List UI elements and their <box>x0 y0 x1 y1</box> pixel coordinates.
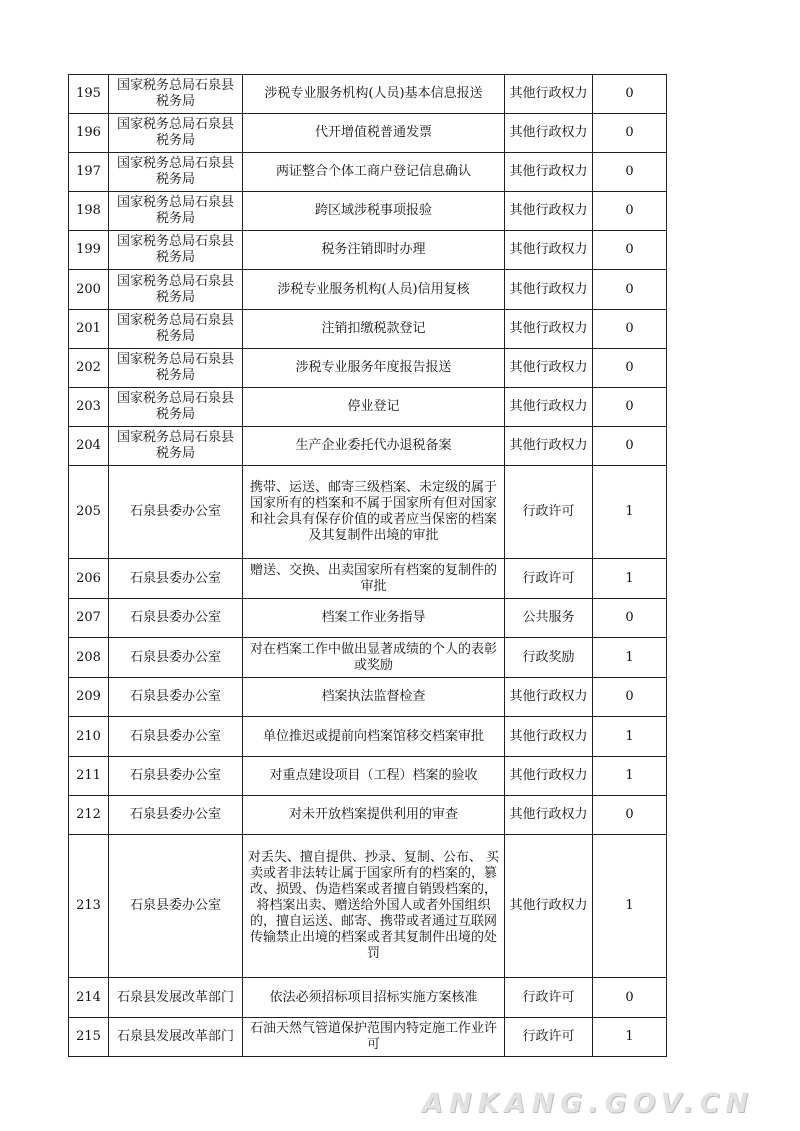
table-row <box>69 75 667 114</box>
row-number: 204 <box>69 427 109 466</box>
row-number: 208 <box>69 638 109 678</box>
matters-table-body <box>69 75 667 1057</box>
department-name: 石泉县委办公室 <box>109 717 243 757</box>
matter-name: 跨区域涉税事项报验 <box>243 192 505 231</box>
row-number: 202 <box>69 349 109 388</box>
power-type: 其他行政权力 <box>505 835 593 978</box>
matter-name: 生产企业委托代办退税备案 <box>243 427 505 466</box>
power-type: 其他行政权力 <box>505 231 593 270</box>
row-number: 211 <box>69 757 109 796</box>
matter-name: 携带、运送、邮寄三级档案、未定级的属于国家所有的档案和不属于国家所有但对国家和社会具有保存价值的或者应当保密的档案及其复制件出境的审批 <box>243 466 505 559</box>
flag-value: 1 <box>593 559 667 599</box>
flag-value: 1 <box>593 638 667 678</box>
flag-value: 0 <box>593 270 667 310</box>
table-row <box>69 349 667 388</box>
matter-name: 档案工作业务指导 <box>243 599 505 638</box>
row-number: 200 <box>69 270 109 310</box>
power-type: 其他行政权力 <box>505 75 593 114</box>
department-name: 国家税务总局石泉县税务局 <box>109 231 243 270</box>
table-row <box>69 678 667 717</box>
matter-name: 对重点建设项目（工程）档案的验收 <box>243 757 505 796</box>
flag-value: 1 <box>593 717 667 757</box>
power-type: 行政许可 <box>505 1018 593 1057</box>
power-type: 其他行政权力 <box>505 153 593 192</box>
flag-value: 1 <box>593 466 667 559</box>
table-row <box>69 978 667 1018</box>
table-row <box>69 796 667 835</box>
row-number: 197 <box>69 153 109 192</box>
power-type: 其他行政权力 <box>505 678 593 717</box>
power-type: 其他行政权力 <box>505 192 593 231</box>
department-name: 国家税务总局石泉县税务局 <box>109 114 243 153</box>
power-type: 其他行政权力 <box>505 796 593 835</box>
flag-value: 0 <box>593 75 667 114</box>
table-row <box>69 192 667 231</box>
flag-value: 0 <box>593 599 667 638</box>
table-row <box>69 559 667 599</box>
matter-name: 对丢失、擅自提供、抄录、复制、公布、 买卖或者非法转让属于国家所有的档案的，篡改、损毁、伪造档案或者擅自销毁档案的， 将档案出卖、赠送给外国人或者外国组织的，擅自运送、邮寄、携带或者通过互联网传输禁止出境的档案或者其复制件出境的处罚 <box>243 835 505 978</box>
flag-value: 0 <box>593 153 667 192</box>
row-number: 206 <box>69 559 109 599</box>
matter-name: 停业登记 <box>243 388 505 427</box>
department-name: 国家税务总局石泉县税务局 <box>109 427 243 466</box>
table-row <box>69 757 667 796</box>
power-type: 其他行政权力 <box>505 310 593 349</box>
department-name: 国家税务总局石泉县税务局 <box>109 388 243 427</box>
table-row <box>69 153 667 192</box>
flag-value: 0 <box>593 231 667 270</box>
flag-value: 0 <box>593 310 667 349</box>
row-number: 196 <box>69 114 109 153</box>
row-number: 209 <box>69 678 109 717</box>
table-row <box>69 231 667 270</box>
matter-name: 代开增值税普通发票 <box>243 114 505 153</box>
power-type: 行政许可 <box>505 466 593 559</box>
row-number: 213 <box>69 835 109 978</box>
matters-table <box>68 74 667 1057</box>
department-name: 石泉县委办公室 <box>109 796 243 835</box>
power-type: 其他行政权力 <box>505 717 593 757</box>
flag-value: 0 <box>593 796 667 835</box>
flag-value: 0 <box>593 427 667 466</box>
department-name: 国家税务总局石泉县税务局 <box>109 349 243 388</box>
row-number: 215 <box>69 1018 109 1057</box>
power-type: 公共服务 <box>505 599 593 638</box>
table-row <box>69 388 667 427</box>
matter-name: 注销扣缴税款登记 <box>243 310 505 349</box>
row-number: 210 <box>69 717 109 757</box>
table-row <box>69 270 667 310</box>
flag-value: 0 <box>593 349 667 388</box>
row-number: 195 <box>69 75 109 114</box>
power-type: 其他行政权力 <box>505 270 593 310</box>
department-name: 石泉县委办公室 <box>109 638 243 678</box>
department-name: 石泉县发展改革部门 <box>109 1018 243 1057</box>
matter-name: 单位推迟或提前向档案馆移交档案审批 <box>243 717 505 757</box>
table-row <box>69 599 667 638</box>
department-name: 石泉县发展改革部门 <box>109 978 243 1018</box>
flag-value: 1 <box>593 1018 667 1057</box>
row-number: 201 <box>69 310 109 349</box>
flag-value: 0 <box>593 114 667 153</box>
flag-value: 0 <box>593 388 667 427</box>
table-row <box>69 114 667 153</box>
row-number: 205 <box>69 466 109 559</box>
table-row <box>69 835 667 978</box>
matter-name: 赠送、交换、出卖国家所有档案的复制件的审批 <box>243 559 505 599</box>
matter-name: 石油天然气管道保护范围内特定施工作业许可 <box>243 1018 505 1057</box>
matter-name: 税务注销即时办理 <box>243 231 505 270</box>
matter-name: 对在档案工作中做出显著成绩的个人的表彰或奖励 <box>243 638 505 678</box>
row-number: 198 <box>69 192 109 231</box>
row-number: 199 <box>69 231 109 270</box>
power-type: 行政许可 <box>505 978 593 1018</box>
department-name: 国家税务总局石泉县税务局 <box>109 75 243 114</box>
power-type: 其他行政权力 <box>505 427 593 466</box>
matter-name: 对未开放档案提供利用的审查 <box>243 796 505 835</box>
table-row <box>69 638 667 678</box>
power-type: 行政许可 <box>505 559 593 599</box>
department-name: 石泉县委办公室 <box>109 835 243 978</box>
matter-name: 涉税专业服务年度报告报送 <box>243 349 505 388</box>
department-name: 国家税务总局石泉县税务局 <box>109 153 243 192</box>
matter-name: 两证整合个体工商户登记信息确认 <box>243 153 505 192</box>
flag-value: 1 <box>593 835 667 978</box>
row-number: 207 <box>69 599 109 638</box>
matter-name: 涉税专业服务机构(人员)基本信息报送 <box>243 75 505 114</box>
table-row <box>69 310 667 349</box>
power-type: 其他行政权力 <box>505 388 593 427</box>
site-watermark: ANKANG.GOV.CN <box>422 1088 754 1119</box>
row-number: 203 <box>69 388 109 427</box>
flag-value: 0 <box>593 978 667 1018</box>
department-name: 石泉县委办公室 <box>109 559 243 599</box>
department-name: 国家税务总局石泉县税务局 <box>109 310 243 349</box>
row-number: 212 <box>69 796 109 835</box>
power-type: 其他行政权力 <box>505 349 593 388</box>
flag-value: 1 <box>593 757 667 796</box>
flag-value: 0 <box>593 678 667 717</box>
department-name: 石泉县委办公室 <box>109 599 243 638</box>
matter-name: 涉税专业服务机构(人员)信用复核 <box>243 270 505 310</box>
power-type: 其他行政权力 <box>505 757 593 796</box>
department-name: 石泉县委办公室 <box>109 757 243 796</box>
table-row <box>69 1018 667 1057</box>
power-type: 行政奖励 <box>505 638 593 678</box>
table-row <box>69 427 667 466</box>
table-row <box>69 466 667 559</box>
table-row <box>69 717 667 757</box>
power-type: 其他行政权力 <box>505 114 593 153</box>
matter-name: 档案执法监督检查 <box>243 678 505 717</box>
flag-value: 0 <box>593 192 667 231</box>
row-number: 214 <box>69 978 109 1018</box>
department-name: 石泉县委办公室 <box>109 466 243 559</box>
department-name: 国家税务总局石泉县税务局 <box>109 192 243 231</box>
department-name: 石泉县委办公室 <box>109 678 243 717</box>
department-name: 国家税务总局石泉县税务局 <box>109 270 243 310</box>
matter-name: 依法必须招标项目招标实施方案核准 <box>243 978 505 1018</box>
